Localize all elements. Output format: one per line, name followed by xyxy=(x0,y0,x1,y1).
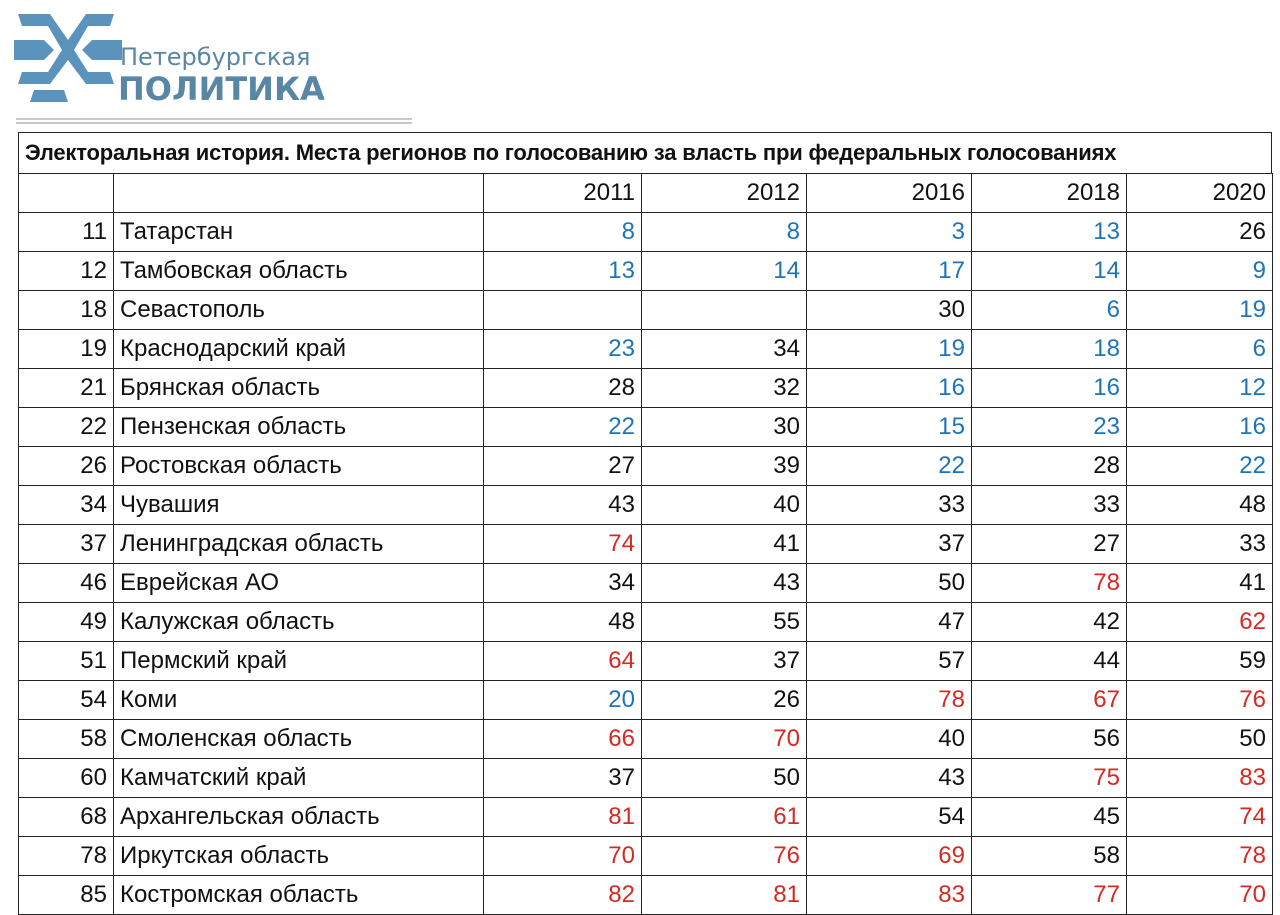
row-value-2012: 43 xyxy=(642,564,807,603)
table-row xyxy=(19,369,1273,408)
table-row xyxy=(19,798,1273,837)
row-value-2020: 41 xyxy=(1127,564,1273,603)
row-value-2012: 81 xyxy=(642,876,807,915)
row-value-2012: 34 xyxy=(642,330,807,369)
row-value-2016: 83 xyxy=(807,876,972,915)
row-region-name: Ленинградская область xyxy=(114,525,484,564)
row-value-2016: 47 xyxy=(807,603,972,642)
row-value-2020: 48 xyxy=(1127,486,1273,525)
table-title: Электоральная история. Места регионов по голосованию за власть при федеральных голосованиях xyxy=(18,132,1272,173)
row-region-name: Чувашия xyxy=(114,486,484,525)
table-row xyxy=(19,447,1273,486)
row-rank: 85 xyxy=(19,876,114,915)
row-value-2016: 43 xyxy=(807,759,972,798)
row-rank: 68 xyxy=(19,798,114,837)
ranking-table-container xyxy=(18,132,1272,915)
row-value-2011: 70 xyxy=(484,837,642,876)
row-region-name: Краснодарский край xyxy=(114,330,484,369)
row-value-2018: 45 xyxy=(972,798,1127,837)
row-value-2018: 14 xyxy=(972,252,1127,291)
row-value-2020: 74 xyxy=(1127,798,1273,837)
row-region-name: Иркутская область xyxy=(114,837,484,876)
row-rank: 22 xyxy=(19,408,114,447)
row-value-2018: 6 xyxy=(972,291,1127,330)
ranking-table xyxy=(18,173,1273,915)
table-body xyxy=(19,213,1273,915)
table-row xyxy=(19,642,1273,681)
row-value-2012: 50 xyxy=(642,759,807,798)
row-rank: 11 xyxy=(19,213,114,252)
row-rank: 54 xyxy=(19,681,114,720)
row-region-name: Камчатский край xyxy=(114,759,484,798)
row-value-2020: 6 xyxy=(1127,330,1273,369)
row-value-2011 xyxy=(484,291,642,330)
row-value-2016: 57 xyxy=(807,642,972,681)
logo-text-line2: ПОЛИТИКА xyxy=(118,70,325,108)
row-region-name: Пензенская область xyxy=(114,408,484,447)
row-value-2012: 14 xyxy=(642,252,807,291)
row-value-2020: 26 xyxy=(1127,213,1273,252)
row-value-2018: 58 xyxy=(972,837,1127,876)
row-region-name: Калужская область xyxy=(114,603,484,642)
row-value-2016: 3 xyxy=(807,213,972,252)
row-region-name: Коми xyxy=(114,681,484,720)
logo-underline xyxy=(16,118,412,126)
row-value-2016: 78 xyxy=(807,681,972,720)
row-value-2012: 61 xyxy=(642,798,807,837)
row-rank: 60 xyxy=(19,759,114,798)
row-value-2016: 54 xyxy=(807,798,972,837)
table-row xyxy=(19,525,1273,564)
row-value-2011: 20 xyxy=(484,681,642,720)
row-rank: 46 xyxy=(19,564,114,603)
row-region-name: Костромская область xyxy=(114,876,484,915)
row-region-name: Брянская область xyxy=(114,369,484,408)
row-value-2011: 81 xyxy=(484,798,642,837)
table-row xyxy=(19,408,1273,447)
row-value-2016: 40 xyxy=(807,720,972,759)
row-value-2020: 62 xyxy=(1127,603,1273,642)
row-region-name: Смоленская область xyxy=(114,720,484,759)
row-value-2012: 70 xyxy=(642,720,807,759)
row-value-2018: 67 xyxy=(972,681,1127,720)
table-row xyxy=(19,486,1273,525)
row-value-2011: 27 xyxy=(484,447,642,486)
table-row xyxy=(19,330,1273,369)
row-value-2011: 48 xyxy=(484,603,642,642)
row-value-2020: 16 xyxy=(1127,408,1273,447)
row-value-2012: 39 xyxy=(642,447,807,486)
row-value-2018: 27 xyxy=(972,525,1127,564)
row-value-2020: 12 xyxy=(1127,369,1273,408)
table-row xyxy=(19,291,1273,330)
row-value-2011: 8 xyxy=(484,213,642,252)
row-value-2012 xyxy=(642,291,807,330)
row-value-2012: 40 xyxy=(642,486,807,525)
row-region-name: Тамбовская область xyxy=(114,252,484,291)
row-value-2020: 9 xyxy=(1127,252,1273,291)
row-value-2012: 41 xyxy=(642,525,807,564)
row-value-2011: 74 xyxy=(484,525,642,564)
header-year-2011: 2011 xyxy=(484,174,642,213)
row-value-2016: 69 xyxy=(807,837,972,876)
table-row xyxy=(19,564,1273,603)
row-region-name: Еврейская АО xyxy=(114,564,484,603)
row-value-2016: 16 xyxy=(807,369,972,408)
table-row xyxy=(19,759,1273,798)
row-value-2016: 19 xyxy=(807,330,972,369)
row-value-2018: 42 xyxy=(972,603,1127,642)
row-value-2012: 55 xyxy=(642,603,807,642)
row-value-2016: 50 xyxy=(807,564,972,603)
row-value-2012: 32 xyxy=(642,369,807,408)
row-value-2018: 33 xyxy=(972,486,1127,525)
row-value-2020: 83 xyxy=(1127,759,1273,798)
row-value-2016: 17 xyxy=(807,252,972,291)
row-value-2012: 26 xyxy=(642,681,807,720)
row-value-2020: 19 xyxy=(1127,291,1273,330)
row-value-2016: 30 xyxy=(807,291,972,330)
row-value-2011: 37 xyxy=(484,759,642,798)
header-year-2012: 2012 xyxy=(642,174,807,213)
row-value-2011: 82 xyxy=(484,876,642,915)
row-rank: 26 xyxy=(19,447,114,486)
row-value-2018: 28 xyxy=(972,447,1127,486)
row-rank: 34 xyxy=(19,486,114,525)
row-value-2020: 50 xyxy=(1127,720,1273,759)
row-value-2018: 77 xyxy=(972,876,1127,915)
row-rank: 12 xyxy=(19,252,114,291)
row-value-2016: 37 xyxy=(807,525,972,564)
row-rank: 58 xyxy=(19,720,114,759)
table-row xyxy=(19,252,1273,291)
row-rank: 18 xyxy=(19,291,114,330)
row-value-2018: 44 xyxy=(972,642,1127,681)
row-value-2012: 30 xyxy=(642,408,807,447)
row-rank: 51 xyxy=(19,642,114,681)
row-value-2016: 22 xyxy=(807,447,972,486)
row-value-2018: 23 xyxy=(972,408,1127,447)
table-row xyxy=(19,876,1273,915)
table-row xyxy=(19,837,1273,876)
row-value-2016: 33 xyxy=(807,486,972,525)
row-value-2018: 78 xyxy=(972,564,1127,603)
row-value-2018: 56 xyxy=(972,720,1127,759)
row-rank: 49 xyxy=(19,603,114,642)
header-row xyxy=(19,174,1273,213)
logo-text-line1: Петербургская xyxy=(120,43,311,71)
row-value-2011: 34 xyxy=(484,564,642,603)
row-value-2020: 22 xyxy=(1127,447,1273,486)
row-value-2018: 16 xyxy=(972,369,1127,408)
row-value-2011: 66 xyxy=(484,720,642,759)
row-value-2020: 78 xyxy=(1127,837,1273,876)
header-region-cell xyxy=(114,174,484,213)
row-rank: 19 xyxy=(19,330,114,369)
row-rank: 78 xyxy=(19,837,114,876)
row-region-name: Ростовская область xyxy=(114,447,484,486)
row-value-2020: 76 xyxy=(1127,681,1273,720)
row-value-2018: 13 xyxy=(972,213,1127,252)
row-rank: 21 xyxy=(19,369,114,408)
row-value-2012: 37 xyxy=(642,642,807,681)
table-row xyxy=(19,213,1273,252)
row-rank: 37 xyxy=(19,525,114,564)
row-value-2011: 28 xyxy=(484,369,642,408)
row-value-2011: 22 xyxy=(484,408,642,447)
row-value-2018: 18 xyxy=(972,330,1127,369)
row-value-2011: 43 xyxy=(484,486,642,525)
header-year-2016: 2016 xyxy=(807,174,972,213)
row-value-2011: 23 xyxy=(484,330,642,369)
row-value-2012: 8 xyxy=(642,213,807,252)
row-value-2018: 75 xyxy=(972,759,1127,798)
row-value-2011: 64 xyxy=(484,642,642,681)
table-row xyxy=(19,603,1273,642)
row-value-2012: 76 xyxy=(642,837,807,876)
row-region-name: Севастополь xyxy=(114,291,484,330)
row-region-name: Пермский край xyxy=(114,642,484,681)
table-row xyxy=(19,720,1273,759)
row-region-name: Татарстан xyxy=(114,213,484,252)
logo-mark-icon xyxy=(14,10,334,110)
logo xyxy=(14,10,334,110)
row-value-2011: 13 xyxy=(484,252,642,291)
row-value-2016: 15 xyxy=(807,408,972,447)
header-year-2020: 2020 xyxy=(1127,174,1273,213)
row-value-2020: 33 xyxy=(1127,525,1273,564)
header-year-2018: 2018 xyxy=(972,174,1127,213)
table-row xyxy=(19,681,1273,720)
header-rank-cell xyxy=(19,174,114,213)
row-value-2020: 70 xyxy=(1127,876,1273,915)
row-value-2020: 59 xyxy=(1127,642,1273,681)
row-region-name: Архангельская область xyxy=(114,798,484,837)
